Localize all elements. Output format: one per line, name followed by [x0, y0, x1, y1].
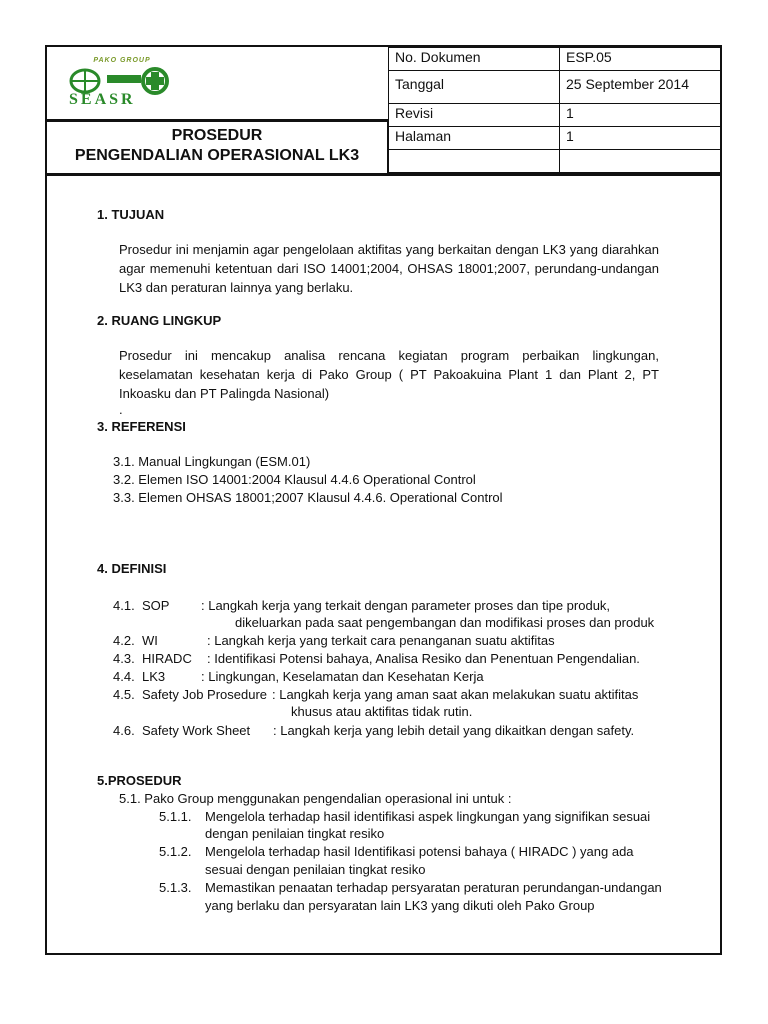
section-heading-tujuan: 1. TUJUAN — [97, 207, 165, 222]
title-line-1: PROSEDUR — [171, 127, 263, 144]
prosedur-item-number: 5.1.2. — [159, 844, 192, 859]
section-heading-prosedur: 5.PROSEDUR — [97, 773, 182, 788]
definition-desc: : Lingkungan, Keselamatan dan Kesehatan Kerja — [201, 669, 484, 684]
info-value: ESP.05 — [560, 48, 722, 71]
prosedur-intro: 5.1. Pako Group menggunakan pengendalian operasional ini untuk : — [119, 791, 512, 806]
list-item: 3.2. Elemen ISO 14001:2004 Klausul 4.4.6 Operational Control — [113, 472, 476, 487]
definition-desc: : Langkah kerja yang aman saat akan melakukan suatu aktifitas — [272, 687, 639, 702]
prosedur-item-number: 5.1.1. — [159, 809, 192, 824]
definition-desc-cont: dikeluarkan pada saat pengembangan dan modifikasi proses dan produk — [235, 615, 655, 630]
info-label: Halaman — [389, 127, 560, 150]
definition-term: Safety Job Prosedure — [142, 687, 268, 702]
prosedur-item-text-cont: sesuai dengan penilaian tingkat resiko — [205, 862, 426, 877]
definition-desc: : Identifikasi Potensi bahaya, Analisa Resiko dan Penentuan Pengendalian. — [207, 651, 640, 666]
info-label: Revisi — [389, 104, 560, 127]
section-heading-ruang-lingkup: 2. RUANG LINGKUP — [97, 313, 222, 328]
definition-number: 4.2. — [113, 633, 135, 648]
info-label: Tanggal — [389, 71, 560, 104]
info-value: 25 September 2014 — [560, 71, 722, 104]
definition-desc-cont: khusus atau aktifitas tidak rutin. — [291, 704, 473, 719]
logo-text: SEASR — [69, 91, 136, 108]
definition-term: LK3 — [142, 669, 166, 684]
document-body — [47, 47, 720, 953]
section-heading-definisi: 4. DEFINISI — [97, 561, 167, 576]
section-heading-referensi: 3. REFERENSI — [97, 419, 186, 434]
definition-desc: : Langkah kerja yang lebih detail yang dikaitkan dengan safety. — [273, 723, 635, 738]
section-text-tujuan: Prosedur ini menjamin agar pengelolaan aktifitas yang berkaitan dengan LK3 yang diarahkan agar memenuhi ketentuan dari ISO 14001;2004, OHSAS 18001;2007, perundang-undangan LK3 dan peraturan lainnya yang berlaku. — [119, 242, 659, 295]
info-label: No. Dokumen — [389, 48, 560, 71]
definition-desc: : Langkah kerja yang terkait dengan parameter proses dan tipe produk, — [201, 598, 611, 613]
logo-brand: PAKO GROUP — [93, 57, 151, 64]
list-item: 3.3. Elemen OHSAS 18001;2007 Klausul 4.4.6. Operational Control — [113, 490, 503, 505]
definition-number: 4.6. — [113, 723, 135, 738]
definition-desc: : Langkah kerja yang terkait cara penanganan suatu aktifitas — [207, 633, 555, 648]
definition-term: WI — [142, 633, 158, 648]
prosedur-item-text-cont: yang berlaku dan persyaratan lain LK3 yang dikuti oleh Pako Group — [205, 898, 595, 913]
definition-term: Safety Work Sheet — [142, 723, 251, 738]
definition-number: 4.5. — [113, 687, 135, 702]
document-frame — [45, 45, 722, 955]
definition-number: 4.4. — [113, 669, 135, 684]
prosedur-item-text: Mengelola terhadap hasil identifikasi aspek lingkungan yang signifikan sesuai — [205, 809, 651, 824]
info-value: 1 — [560, 127, 722, 150]
prosedur-item-text: Memastikan penaatan terhadap persyaratan peraturan perundangan-undangan — [205, 880, 662, 895]
prosedur-item-text-cont: dengan penilaian tingkat resiko — [205, 826, 385, 841]
definition-term: SOP — [142, 598, 170, 613]
stray-dot: . — [119, 402, 123, 417]
section-text-ruang-lingkup: Prosedur ini mencakup analisa rencana kegiatan program perbaikan lingkungan, keselamatan kesehatan kerja di Pako Group ( PT Pakoakuina Plant 1 dan Plant 2, PT Inkoasku dan PT Palingda Nasional) — [119, 348, 659, 401]
prosedur-item-number: 5.1.3. — [159, 880, 192, 895]
definition-number: 4.3. — [113, 651, 135, 666]
definition-number: 4.1. — [113, 598, 135, 613]
prosedur-item-text: Mengelola terhadap hasil Identifikasi potensi bahaya ( HIRADC ) yang ada — [205, 844, 634, 859]
list-item: 3.1. Manual Lingkungan (ESM.01) — [113, 454, 311, 469]
title-line-2: PENGENDALIAN OPERASIONAL LK3 — [74, 147, 360, 164]
info-value: 1 — [560, 104, 722, 127]
definition-term: HIRADC — [142, 651, 192, 666]
